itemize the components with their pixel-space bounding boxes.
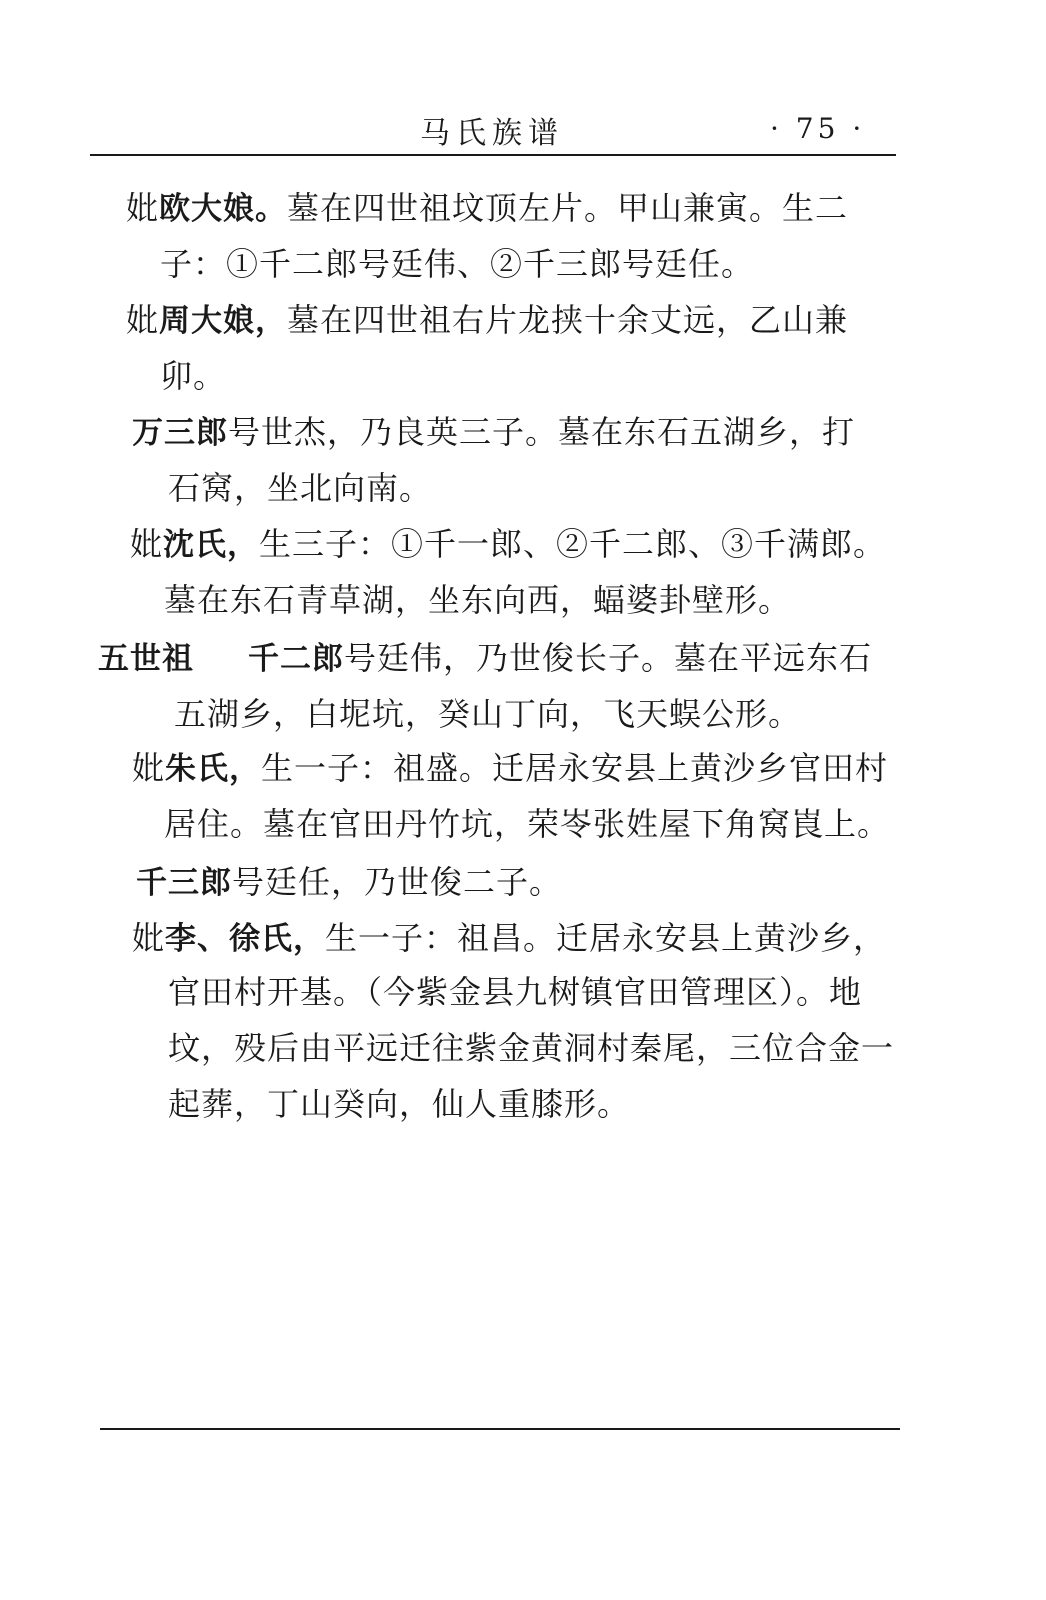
entry-prefix: 妣 <box>132 919 166 957</box>
entry-text: 号世杰，乃良英三子。墓在东石五湖乡，打 <box>228 413 856 451</box>
entry-line <box>126 300 848 341</box>
entry-continuation: 五湖乡，白坭坑，癸山丁向，飞天蜈公形。 <box>174 695 802 733</box>
entry-text: 墓在四世祖右片龙挟十余丈远，乙山兼 <box>287 301 849 339</box>
entry-line <box>132 748 888 789</box>
entry-line <box>130 524 886 565</box>
entry-continuation: 卯。 <box>160 357 227 395</box>
entry-line <box>126 188 848 229</box>
header-rule <box>90 154 896 156</box>
footer-rule <box>100 1428 900 1430</box>
person-name: 李、徐氏， <box>165 921 326 957</box>
entry-continuation: 坟，殁后由平远迁往紫金黄洞村秦尾，三位合金一 <box>168 1029 895 1067</box>
entry-line <box>98 638 872 679</box>
entry-line <box>132 412 855 453</box>
entry-text: 生三子：①千一郎、②千二郎、③千满郎。 <box>259 525 887 563</box>
entry-text: 号廷伟，乃世俊长子。墓在平远东石 <box>344 639 873 677</box>
generation-label: 五世祖 <box>98 641 194 677</box>
person-name: 万三郎 <box>132 415 228 451</box>
entry-text: 生一子：祖盛。迁居永安县上黄沙乡官田村 <box>261 749 889 787</box>
person-name: 朱氏， <box>165 751 262 787</box>
entry-prefix: 妣 <box>130 525 164 563</box>
person-name: 千三郎 <box>136 865 232 901</box>
entry-continuation: 墓在东石青草湖，坐东向西，蝠婆卦壁形。 <box>164 581 792 619</box>
entry-prefix: 妣 <box>132 749 166 787</box>
running-title: 马氏族谱 <box>420 116 564 151</box>
person-name: 千二郎 <box>248 641 344 677</box>
entry-text: 墓在四世祖坟顶左片。甲山兼寅。生二 <box>287 189 849 227</box>
entry-prefix: 妣 <box>126 301 160 339</box>
person-name: 欧大娘。 <box>159 191 288 227</box>
entry-line <box>132 918 886 959</box>
entry-continuation: 起葬，丁山癸向，仙人重膝形。 <box>168 1085 631 1123</box>
entry-continuation: 石窝，坐北向南。 <box>168 469 433 507</box>
entry-line <box>136 862 562 903</box>
person-name: 周大娘， <box>159 303 288 339</box>
page-number: · 75 · <box>770 112 866 145</box>
entry-continuation: 子：①千二郎号廷伟、②千三郎号廷任。 <box>160 245 755 283</box>
entry-prefix: 妣 <box>126 189 160 227</box>
person-name: 沈氏， <box>163 527 260 563</box>
entry-continuation: 居住。墓在官田丹竹坑，荣岺张姓屋下角窝崀上。 <box>164 805 891 843</box>
entry-text: 号廷任，乃世俊二子。 <box>232 863 563 901</box>
entry-continuation: 官田村开基。（今紫金县九树镇官田管理区）。地 <box>168 973 863 1011</box>
entry-text: 生一子：祖昌。迁居永安县上黄沙乡， <box>325 919 887 957</box>
